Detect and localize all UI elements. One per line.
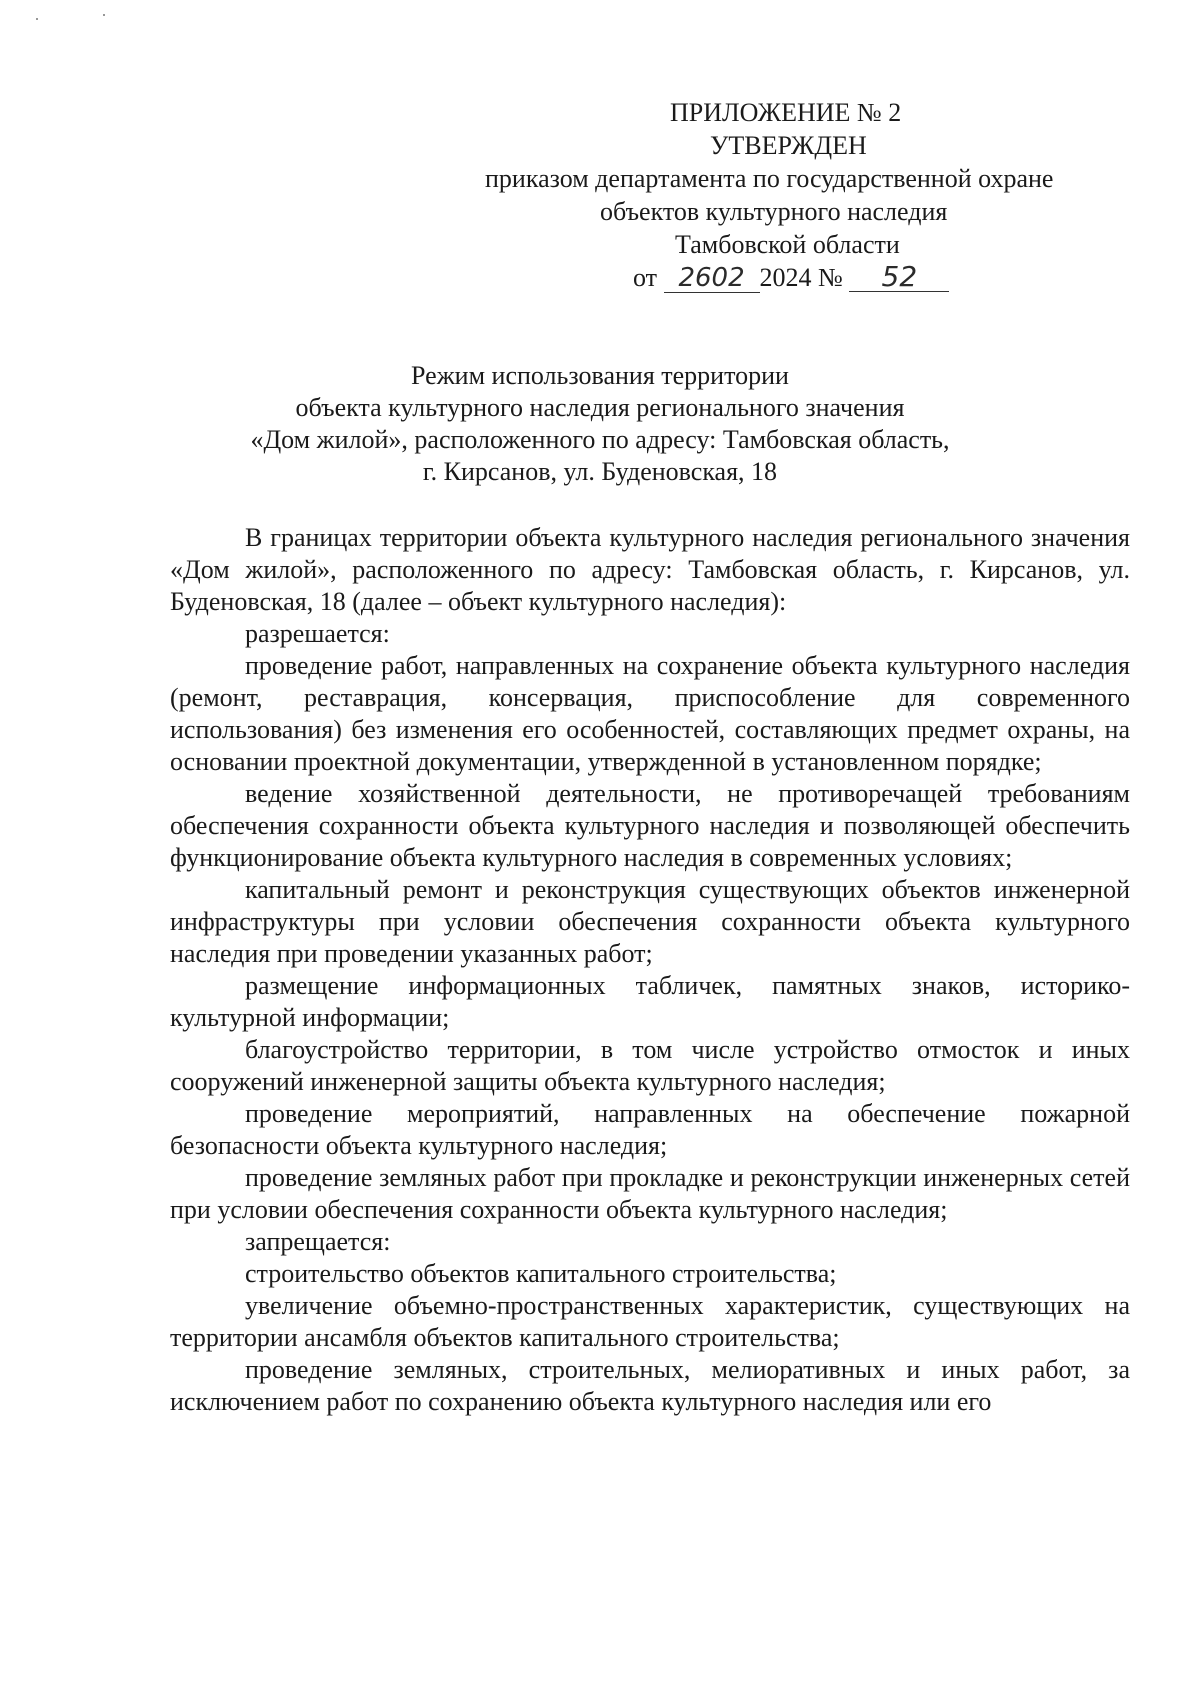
body-paragraph: благоустройство территории, в том числе устройство отмосток и иных сооружений инженерной защиты объекта культурного наследия; [170,1035,1130,1096]
body-paragraph: разрешается: [245,619,390,648]
body-paragraph: капитальный ремонт и реконструкция существующих объектов инженерной инфраструктуры при условии обеспечения сохранности объекта культурного наследия при проведении указанных работ; [170,875,1130,968]
year-number-label: 2024 № [759,263,843,292]
appendix-title: ПРИЛОЖЕНИЕ № 2 [670,98,902,127]
title-line: Режим использования территории [411,361,789,390]
body-paragraph: проведение работ, направленных на сохранение объекта культурного наследия (ремонт, реставрация, консервация, приспособление для современного использования) без изменения его особенностей, составляющих предмет охраны, на основании проектной документации, утвержденной в установленном порядке; [170,651,1130,776]
date-prefix: от [633,263,658,292]
order-issuer-line: приказом департамента по государственной охране [485,164,1054,193]
scan-speck [36,18,38,20]
body-paragraph: В границах территории объекта культурного наследия регионального значения «Дом жилой», расположенного по адресу: Тамбовская область, г. Кирсанов, ул. Буденовская, 18 (далее – объект культурного наследия): [170,523,1130,616]
body-paragraph: ведение хозяйственной деятельности, не противоречащей требованиям обеспечения сохранности объекта культурного наследия и позволяющей обеспечить функционирование объекта культурного наследия в современных условиях; [170,779,1130,872]
handwritten-order-number: 52 [849,263,949,292]
document-body [170,522,1130,1418]
approved-label: УТВЕРЖДЕН [710,131,867,160]
body-paragraph: запрещается: [245,1227,391,1256]
body-paragraph: проведение земляных работ при прокладке и реконструкции инженерных сетей при условии обеспечения сохранности объекта культурного наследия; [170,1163,1130,1224]
order-date-number-line [460,261,1140,294]
title-line: «Дом жилой», расположенного по адресу: Тамбовская область, [250,425,950,454]
handwritten-date: 2602 [664,264,760,293]
title-line: г. Кирсанов, ул. Буденовская, 18 [422,457,778,486]
title-line: объекта культурного наследия регионального значения [295,393,905,422]
body-paragraph: проведение мероприятий, направленных на обеспечение пожарной безопасности объекта культурного наследия; [170,1099,1130,1160]
body-paragraph: размещение информационных табличек, памятных знаков, историко-культурной информации; [170,971,1130,1032]
order-region-line: Тамбовской области [675,230,900,259]
document-title [160,360,1040,488]
order-issuer-line: объектов культурного наследия [600,197,948,226]
body-paragraph: увеличение объемно-пространственных характеристик, существующих на территории ансамбля объектов капитального строительства; [170,1291,1130,1352]
body-paragraph: проведение земляных, строительных, мелиоративных и иных работ, за исключением работ по сохранению объекта культурного наследия или его [170,1355,1130,1416]
body-paragraph: строительство объектов капитального строительства; [245,1259,837,1288]
approval-block [460,96,1140,294]
scan-speck [103,14,105,16]
